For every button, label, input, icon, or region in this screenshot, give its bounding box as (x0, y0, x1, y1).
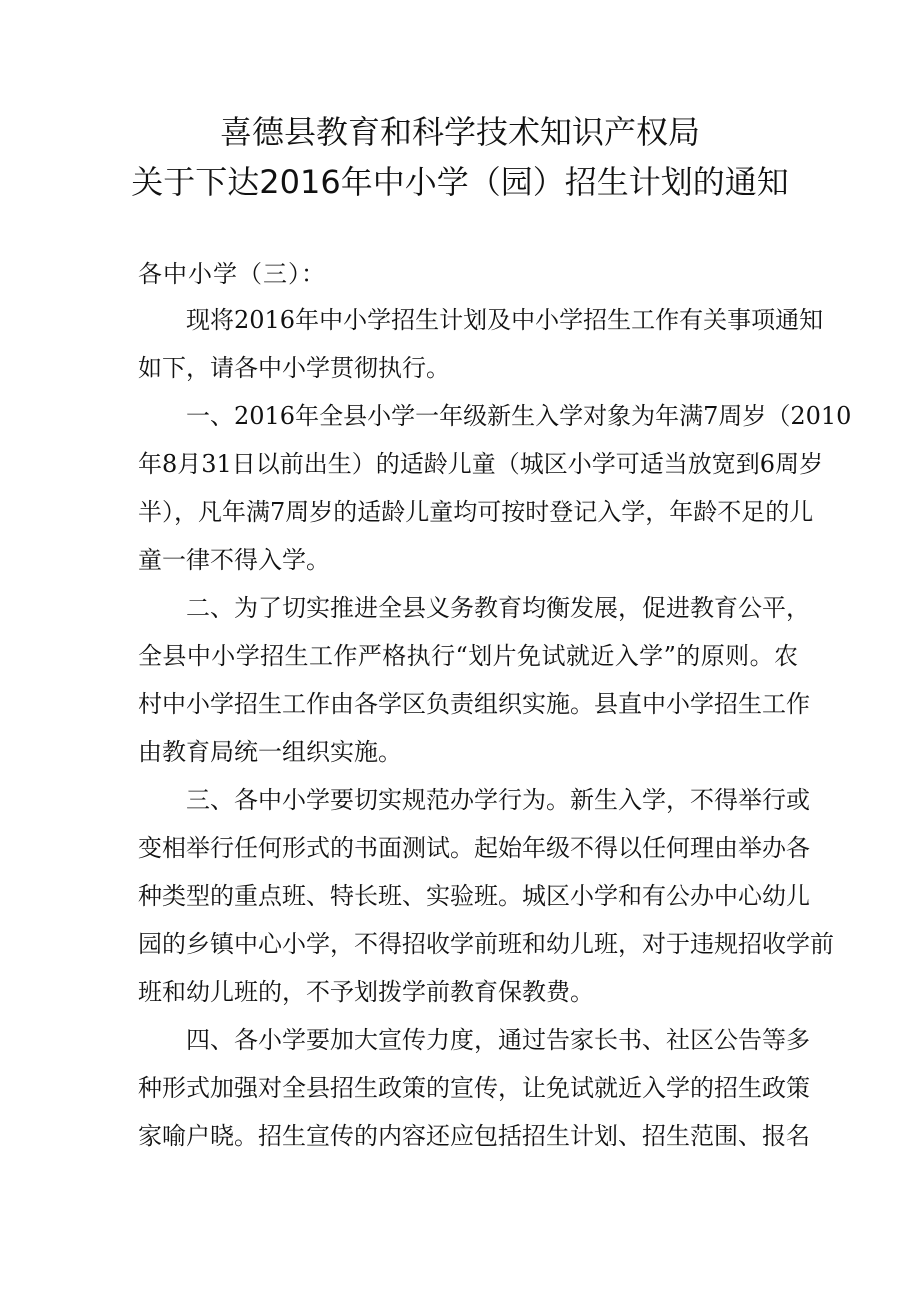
paragraph-item-2 (138, 584, 810, 776)
paragraph-line: 二、为了切实推进全县义务教育均衡发展，促进教育公平， (186, 594, 810, 622)
paragraph-line: 三、各中小学要切实规范办学行为。新生入学，不得举行或 (186, 786, 810, 814)
paragraph-line: 如下，请各中小学贯彻执行。 (138, 354, 450, 382)
paragraph-line: 种形式加强对全县招生政策的宣传，让免试就近入学的招生政策 (138, 1074, 810, 1102)
paragraph-line: 变相举行任何形式的书面测试。起始年级不得以任何理由举办各 (138, 834, 810, 862)
document-title-line-1: 喜德县教育和科学技术知识产权局 (219, 113, 700, 151)
paragraph-line: 村中小学招生工作由各学区负责组织实施。县直中小学招生工作 (138, 690, 810, 718)
paragraph-intro (138, 296, 824, 392)
paragraph-line: 园的乡镇中心小学，不得招收学前班和幼儿班，对于违规招收学前 (138, 930, 834, 958)
paragraph-line: 种类型的重点班、特长班、实验班。城区小学和有公办中心幼儿 (138, 882, 810, 910)
paragraph-line: 现将2016年中小学招生计划及中小学招生工作有关事项通知 (186, 306, 824, 334)
paragraph-line: 童一律不得入学。 (138, 546, 330, 574)
paragraph-line: 由教育局统一组织实施。 (138, 738, 402, 766)
paragraph-item-4 (138, 1016, 810, 1160)
paragraph-line: 年8月31日以前出生）的适龄儿童（城区小学可适当放宽到6周岁 (138, 450, 824, 478)
paragraph-line: 四、各小学要加大宣传力度，通过告家长书、社区公告等多 (186, 1026, 810, 1054)
paragraph-line: 全县中小学招生工作严格执行“划片免试就近入学”的原则。农 (138, 642, 798, 670)
paragraph-line: 半），凡年满7周岁的适龄儿童均可按时登记入学，年龄不足的儿 (138, 498, 814, 526)
paragraph-line: 班和幼儿班的，不予划拨学前教育保教费。 (138, 978, 594, 1006)
paragraph-line: 一、2016年全县小学一年级新生入学对象为年满7周岁（2010 (186, 402, 852, 430)
document-title-line-2: 关于下达2016年中小学（园）招生计划的通知 (131, 163, 789, 201)
paragraph-line: 家喻户晓。招生宣传的内容还应包括招生计划、招生范围、报名 (138, 1122, 810, 1150)
paragraph-item-1 (138, 392, 852, 584)
paragraph-item-3 (138, 776, 834, 1016)
salutation: 各中小学（三）： (138, 260, 326, 288)
